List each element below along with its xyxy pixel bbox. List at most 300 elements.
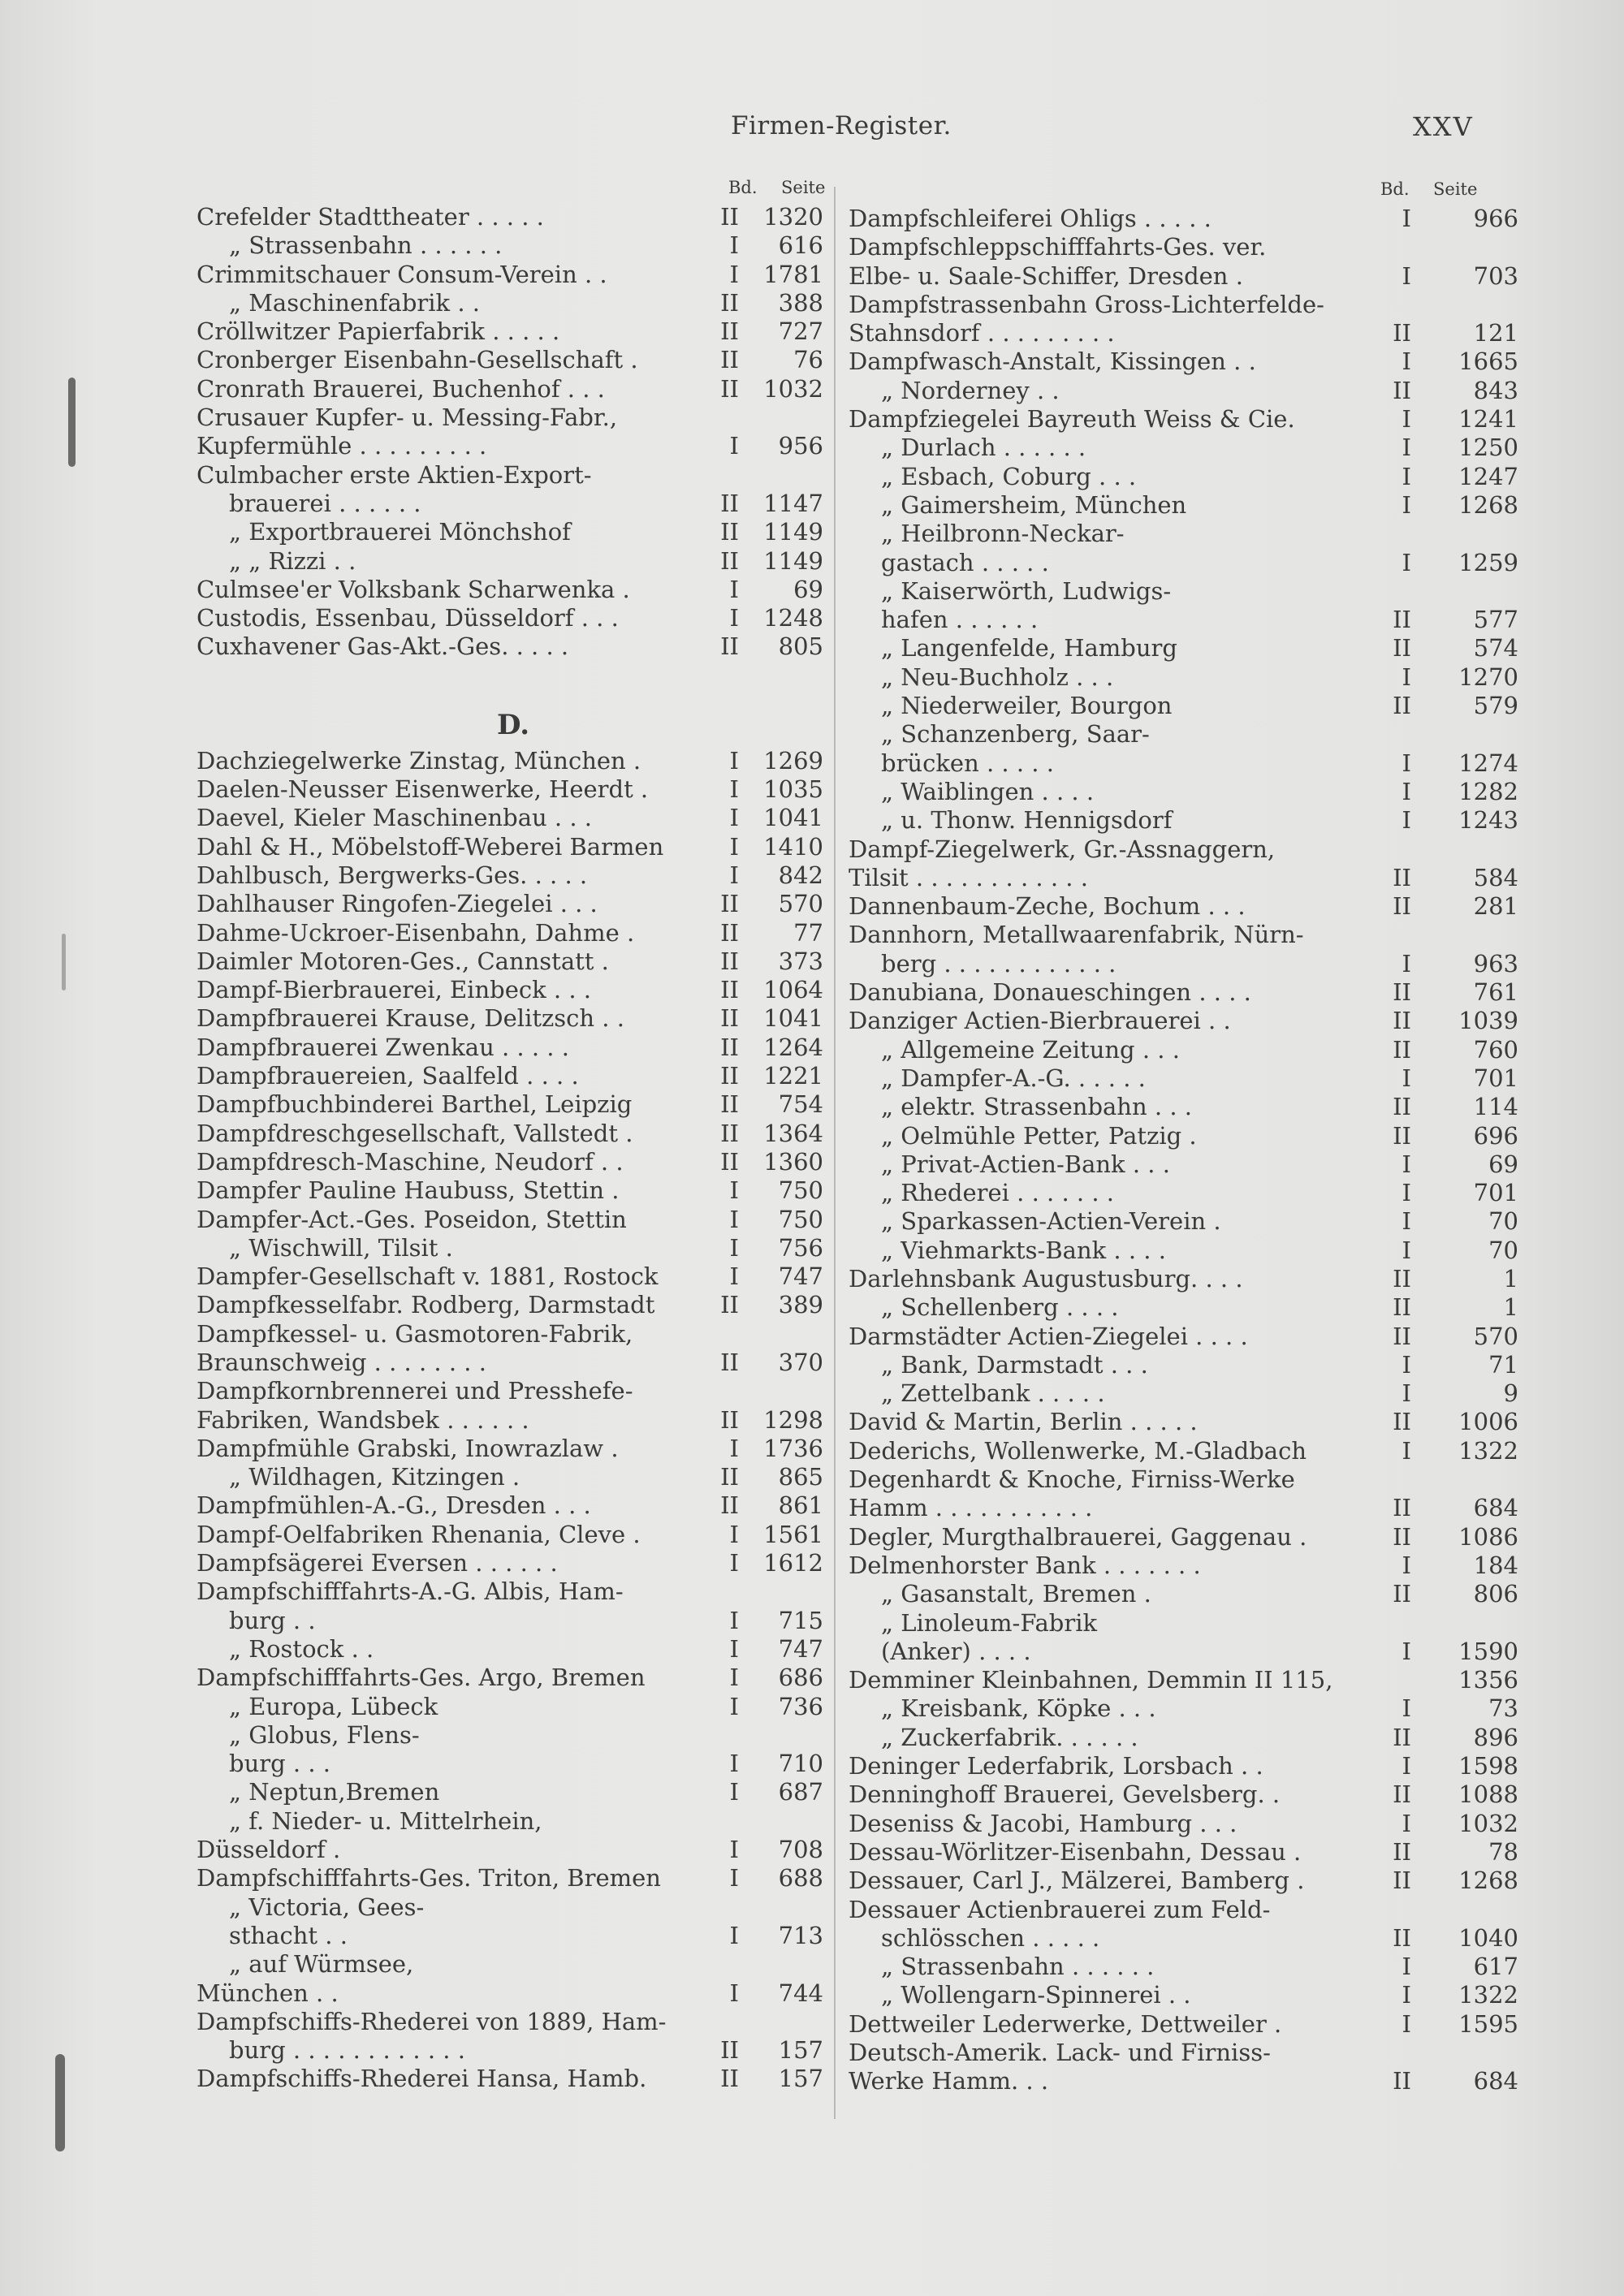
entry-page: 684 — [1473, 2067, 1518, 2095]
index-entry — [849, 1780, 1518, 1809]
entry-page: 761 — [1473, 978, 1518, 1007]
index-entry — [197, 1607, 830, 1635]
entry-page: 747 — [778, 1262, 823, 1291]
entry-page: 760 — [1473, 1035, 1518, 1064]
entry-page: 684 — [1473, 1494, 1518, 1522]
entry-name: Dampfschiffs-Rhederei Hansa, Hamb. — [197, 2065, 647, 2093]
entry-name: Dampfbuchbinderei Barthel, Leipzig — [197, 1090, 633, 1119]
entry-volume: II — [720, 1119, 739, 1147]
entry-volume: I — [1402, 1694, 1411, 1723]
entry-page: 805 — [778, 632, 823, 661]
entry-volume: I — [1402, 1207, 1411, 1236]
entry-name: „ Allgemeine Zeitung . . . — [881, 1035, 1180, 1064]
entry-name: Dannhorn, Metallwaarenfabrik, Nürn- — [849, 921, 1304, 949]
index-entry — [197, 2036, 830, 2065]
index-entry — [197, 231, 830, 260]
entry-page: 710 — [778, 1750, 823, 1778]
entry-page: 184 — [1473, 1551, 1518, 1579]
entry-volume: II — [720, 317, 739, 346]
scan-mark — [68, 378, 76, 467]
entry-volume: II — [1393, 892, 1411, 921]
entry-volume: I — [1402, 1179, 1411, 1207]
entry-page: 956 — [778, 432, 823, 460]
entry-volume: I — [729, 1778, 739, 1806]
index-entry — [197, 1320, 830, 1349]
entry-page: 574 — [1473, 634, 1518, 662]
entry-volume: I — [1402, 749, 1411, 777]
entry-volume: I — [729, 1262, 739, 1291]
entry-page: 896 — [1473, 1723, 1518, 1751]
entry-name: Cuxhavener Gas-Akt.-Ges. . . . . — [197, 632, 569, 661]
entry-name: Degler, Murgthalbrauerei, Gaggenau . — [849, 1522, 1307, 1551]
index-entry — [197, 203, 830, 231]
entry-page: 77 — [793, 918, 823, 947]
entry-volume: I — [729, 746, 739, 775]
entry-volume: II — [720, 976, 739, 1004]
entry-page: 736 — [778, 1692, 823, 1720]
index-entry — [197, 1950, 830, 1979]
index-entry — [197, 461, 830, 490]
entry-volume: I — [1402, 405, 1411, 434]
index-entry — [849, 434, 1518, 462]
entry-page: 1259 — [1458, 548, 1518, 576]
index-entry — [197, 1664, 830, 1692]
index-entry — [197, 747, 830, 775]
section-letter: D. — [497, 709, 530, 741]
entry-name: „ Rostock . . — [229, 1634, 374, 1663]
entry-name: Crimmitschauer Consum-Verein . . — [197, 260, 607, 288]
entry-volume: I — [729, 1750, 739, 1778]
entry-volume: I — [729, 1233, 739, 1262]
entry-name: „ Esbach, Coburg . . . — [881, 462, 1137, 490]
index-entry — [197, 833, 830, 861]
entry-volume: I — [1402, 434, 1411, 462]
entry-volume: II — [1393, 1494, 1411, 1522]
entry-name: Custodis, Essenbau, Düsseldorf . . . — [197, 604, 619, 632]
entry-page: 842 — [778, 861, 823, 889]
entry-name: Degenhardt & Knoche, Firniss-Werke — [849, 1465, 1295, 1494]
entry-volume: II — [720, 518, 739, 546]
entry-name: Daevel, Kieler Maschinenbau . . . — [197, 804, 592, 832]
entry-name: Dampfwasch-Anstalt, Kissingen . . — [849, 347, 1256, 376]
entry-name: Dampfer Pauline Haubuss, Stettin . — [197, 1176, 620, 1205]
entry-name: (Anker) . . . . — [881, 1637, 1031, 1665]
index-entry — [197, 261, 830, 289]
entry-volume: II — [1393, 1522, 1411, 1551]
scan-mark — [62, 934, 66, 990]
entry-volume: II — [720, 2036, 739, 2065]
index-entry — [197, 1262, 830, 1291]
index-entry — [197, 317, 830, 346]
entry-page: 963 — [1473, 949, 1518, 978]
entry-name: „ Zettelbank . . . . . — [881, 1379, 1105, 1408]
index-entry — [197, 1435, 830, 1463]
entry-volume: I — [1402, 548, 1411, 576]
entry-page: 1561 — [763, 1520, 823, 1548]
entry-page: 617 — [1473, 1953, 1518, 1981]
entry-page: 1665 — [1458, 347, 1518, 376]
entry-volume: I — [1402, 662, 1411, 691]
entry-name: Dampfdresch-Maschine, Neudorf . . — [197, 1147, 624, 1176]
entry-volume: I — [1402, 261, 1411, 290]
entry-volume: I — [729, 1664, 739, 1692]
entry-page: 747 — [778, 1634, 823, 1663]
entry-volume: I — [729, 432, 739, 460]
entry-name: Cronberger Eisenbahn-Gesellschaft . — [197, 346, 638, 374]
entry-name: „ Linoleum-Fabrik — [881, 1608, 1098, 1637]
entry-name: „ Durlach . . . . . . — [881, 434, 1086, 462]
index-entry — [849, 1350, 1518, 1379]
entry-page: 843 — [1473, 376, 1518, 404]
entry-page: 1041 — [763, 1004, 823, 1033]
index-entry — [849, 1408, 1518, 1436]
entry-name: „ Neptun,Bremen — [229, 1778, 440, 1806]
index-entry — [197, 947, 830, 976]
entry-page: 1243 — [1458, 806, 1518, 835]
entry-page: 389 — [778, 1291, 823, 1319]
index-entry — [849, 1981, 1518, 2009]
index-entry — [197, 375, 830, 404]
entry-page: 750 — [778, 1205, 823, 1233]
entry-page: 1269 — [763, 746, 823, 775]
entry-name: Culmbacher erste Aktien-Export- — [197, 460, 592, 489]
entry-page: 686 — [778, 1664, 823, 1692]
entry-page: 861 — [778, 1491, 823, 1520]
entry-page: 1032 — [763, 374, 823, 403]
entry-page: 1035 — [763, 775, 823, 804]
entry-name: Kupfermühle . . . . . . . . . — [197, 432, 487, 460]
entry-name: Daimler Motoren-Ges., Cannstatt . — [197, 947, 609, 975]
entry-name: „ Europa, Lübeck — [229, 1692, 438, 1720]
index-entry — [849, 1436, 1518, 1465]
entry-page: 1264 — [763, 1033, 823, 1061]
entry-page: 1282 — [1458, 777, 1518, 805]
index-entry — [849, 1064, 1518, 1093]
entry-volume: II — [720, 1348, 739, 1376]
entry-page: 1360 — [763, 1147, 823, 1176]
entry-name: „ Kreisbank, Köpke . . . — [881, 1694, 1156, 1723]
entry-page: 750 — [778, 1176, 823, 1205]
entry-volume: II — [1393, 1121, 1411, 1150]
entry-page: 1221 — [763, 1062, 823, 1090]
entry-page: 1320 — [763, 203, 823, 231]
index-entry — [849, 1093, 1518, 1121]
entry-name: David & Martin, Berlin . . . . . — [849, 1408, 1198, 1436]
index-entry — [197, 1807, 830, 1836]
entry-name: Dampfmühle Grabski, Inowrazlaw . — [197, 1434, 619, 1462]
entry-volume: II — [1393, 1035, 1411, 1064]
entry-volume: II — [1393, 1322, 1411, 1350]
entry-page: 616 — [778, 231, 823, 260]
entry-name: München . . — [197, 1979, 339, 2007]
index-entry — [849, 749, 1518, 778]
entry-volume: I — [729, 1434, 739, 1462]
entry-volume: I — [1402, 490, 1411, 519]
entry-name: Denninghoff Brauerei, Gevelsberg. . — [849, 1780, 1281, 1809]
entry-page: 1268 — [1458, 490, 1518, 519]
entry-name: Dampfschleppschifffahrts-Ges. ver. — [849, 233, 1267, 261]
index-entry — [849, 1551, 1518, 1580]
entry-name: Dahl & H., Möbelstoff-Weberei Barmen — [197, 832, 664, 861]
entry-volume: I — [1402, 1064, 1411, 1092]
entry-name: „ Bank, Darmstadt . . . — [881, 1350, 1148, 1379]
entry-volume: I — [729, 1606, 739, 1634]
entry-volume: II — [720, 546, 739, 575]
entry-volume: I — [729, 1549, 739, 1577]
entry-page: 1270 — [1458, 662, 1518, 691]
entry-name: „ Neu-Buchholz . . . — [881, 662, 1114, 691]
entry-page: 121 — [1473, 319, 1518, 347]
index-entry — [849, 2067, 1518, 2095]
index-entry — [849, 978, 1518, 1007]
entry-page: 570 — [1473, 1322, 1518, 1350]
entry-volume: II — [1393, 1867, 1411, 1895]
entry-name: „ Zuckerfabrik. . . . . . — [881, 1723, 1138, 1751]
entry-name: Dampf-Oelfabriken Rhenania, Cleve . — [197, 1520, 641, 1548]
entry-page: 157 — [778, 2036, 823, 2065]
entry-page: 1006 — [1458, 1408, 1518, 1436]
entry-name: Dampfschifffahrts-Ges. Argo, Bremen — [197, 1664, 646, 1692]
entry-page: 1268 — [1458, 1867, 1518, 1895]
entry-page: 1032 — [1458, 1809, 1518, 1837]
entry-name: Dampfbrauereien, Saalfeld . . . . — [197, 1062, 579, 1090]
right-entries — [849, 205, 1518, 2096]
entry-page: 9 — [1503, 1379, 1518, 1408]
entry-name: Dannenbaum-Zeche, Bochum . . . — [849, 892, 1246, 921]
entry-volume: II — [720, 374, 739, 403]
index-entry — [197, 547, 830, 576]
left-bd-header: Bd. — [728, 178, 758, 197]
entry-volume: II — [1393, 1093, 1411, 1121]
index-entry — [197, 604, 830, 632]
index-entry — [849, 1809, 1518, 1838]
entry-name: „ elektr. Strassenbahn . . . — [881, 1093, 1192, 1121]
index-entry — [197, 976, 830, 1004]
entry-name: „ Maschinenfabrik . . — [229, 288, 480, 317]
index-entry — [197, 1836, 830, 1864]
index-entry — [197, 1750, 830, 1778]
entry-page: 78 — [1488, 1837, 1518, 1866]
entry-name: Braunschweig . . . . . . . . — [197, 1348, 486, 1376]
index-entry — [849, 1837, 1518, 1867]
index-entry — [849, 1609, 1482, 1638]
entry-page: 1040 — [1458, 1923, 1518, 1952]
entry-page: 157 — [778, 2065, 823, 2093]
entry-name: Dampfer-Act.-Ges. Poseidon, Stettin — [197, 1205, 627, 1233]
index-entry — [849, 1867, 1518, 1895]
entry-volume: II — [1393, 1580, 1411, 1608]
entry-volume: I — [729, 1979, 739, 2007]
entry-page: 69 — [793, 575, 823, 603]
index-entry — [849, 520, 1482, 548]
index-entry — [849, 376, 1518, 405]
entry-volume: I — [1402, 1953, 1411, 1981]
index-entry — [849, 291, 1482, 319]
index-entry — [849, 606, 1518, 634]
index-entry — [849, 548, 1518, 577]
entry-volume: II — [720, 1062, 739, 1090]
index-entry — [197, 2008, 830, 2036]
index-entry — [197, 432, 830, 460]
entry-page: 1356 — [1458, 1666, 1518, 1694]
entry-name: Dederichs, Wollenwerke, M.-Gladbach — [849, 1436, 1307, 1465]
entry-volume: II — [720, 1491, 739, 1520]
entry-name: „ u. Thonw. Hennigsdorf — [881, 806, 1173, 835]
index-entry — [849, 1379, 1518, 1408]
index-entry — [849, 1035, 1518, 1064]
index-entry — [197, 1549, 830, 1577]
index-entry — [849, 692, 1518, 720]
entry-volume: I — [729, 1634, 739, 1663]
entry-volume: II — [1393, 376, 1411, 404]
entry-volume: I — [1402, 1236, 1411, 1264]
entry-volume: II — [720, 489, 739, 517]
index-entry — [197, 1521, 830, 1549]
index-entry — [197, 346, 830, 374]
entry-name: Dessauer Actienbrauerei zum Feld- — [849, 1895, 1271, 1923]
entry-page: 73 — [1488, 1694, 1518, 1723]
entry-page: 1322 — [1458, 1981, 1518, 2009]
right-column — [849, 205, 1518, 2096]
entry-page: 71 — [1488, 1350, 1518, 1379]
entry-volume: I — [1402, 2009, 1411, 2038]
entry-page: 1248 — [763, 604, 823, 632]
index-entry — [849, 1637, 1518, 1666]
column-divider — [834, 187, 836, 2119]
index-entry — [197, 775, 830, 804]
entry-page: 1039 — [1458, 1007, 1518, 1035]
index-entry — [849, 1293, 1518, 1322]
entry-page: 1 — [1503, 1264, 1518, 1293]
index-entry — [849, 662, 1518, 692]
index-entry — [849, 2009, 1518, 2039]
entry-volume: I — [1402, 462, 1411, 490]
index-entry — [849, 777, 1518, 806]
entry-name: Dampfsägerei Eversen . . . . . . — [197, 1549, 558, 1577]
entry-page: 577 — [1473, 606, 1518, 634]
index-entry — [849, 1264, 1518, 1293]
entry-name: Cronrath Brauerei, Buchenhof . . . — [197, 374, 605, 403]
entry-name: „ Schellenberg . . . . — [881, 1293, 1119, 1322]
entry-name: Stahnsdorf . . . . . . . . . — [849, 319, 1115, 347]
index-entry — [197, 1635, 830, 1664]
entry-volume: II — [720, 1090, 739, 1119]
entry-page: 281 — [1473, 892, 1518, 921]
entry-name: burg . . — [229, 1606, 316, 1634]
entry-name: Dahme-Uckroer-Eisenbahn, Dahme . — [197, 918, 635, 947]
entry-volume: I — [1402, 1637, 1411, 1665]
entry-name: „ Wischwill, Tilsit . — [229, 1233, 453, 1262]
entry-page: 688 — [778, 1864, 823, 1892]
entry-name: sthacht . . — [229, 1921, 348, 1949]
entry-page: 687 — [778, 1778, 823, 1806]
entry-name: „ Oelmühle Petter, Patzig . — [881, 1121, 1197, 1150]
entry-name: Dampfstrassenbahn Gross-Lichterfelde- — [849, 290, 1324, 318]
entry-volume: II — [720, 1291, 739, 1319]
index-entry — [197, 1090, 830, 1119]
entry-name: „ Privat-Actien-Bank . . . — [881, 1150, 1170, 1178]
entry-volume: II — [720, 632, 739, 661]
entry-volume: I — [729, 775, 739, 804]
entry-page: 701 — [1473, 1064, 1518, 1092]
entry-name: Elbe- u. Saale-Schiffer, Dresden . — [849, 261, 1243, 290]
entry-name: Crefelder Stadttheater . . . . . — [197, 203, 544, 231]
index-entry — [849, 1896, 1482, 1924]
entry-name: Dampfkesselfabr. Rodberg, Darmstadt — [197, 1291, 655, 1319]
entry-name: Dampf-Bierbrauerei, Einbeck . . . — [197, 976, 591, 1004]
entry-name: „ f. Nieder- u. Mittelrhein, — [229, 1806, 542, 1835]
entry-volume: II — [720, 918, 739, 947]
index-entry — [197, 919, 830, 947]
entry-name: Dessau-Wörlitzer-Eisenbahn, Dessau . — [849, 1837, 1302, 1866]
index-entry — [849, 863, 1518, 892]
index-entry — [849, 462, 1518, 491]
entry-volume: II — [1393, 1837, 1411, 1866]
entry-name: Dampfbrauerei Zwenkau . . . . . — [197, 1033, 569, 1061]
page-number: XXV — [1413, 111, 1474, 142]
entry-page: 1241 — [1458, 405, 1518, 434]
entry-name: Delmenhorster Bank . . . . . . . — [849, 1551, 1201, 1579]
entry-name: Tilsit . . . . . . . . . . . . — [849, 863, 1088, 891]
entry-volume: I — [729, 604, 739, 632]
entry-page: 114 — [1473, 1093, 1518, 1121]
entry-name: Dampfbrauerei Krause, Delitzsch . . — [197, 1004, 624, 1033]
entry-volume: II — [1393, 863, 1411, 891]
index-entry — [197, 518, 830, 546]
index-entry — [849, 1121, 1518, 1150]
entry-page: 1147 — [763, 489, 823, 517]
entry-page: 70 — [1488, 1236, 1518, 1264]
entry-volume: I — [729, 1836, 739, 1864]
entry-volume: I — [1402, 347, 1411, 376]
index-entry — [197, 861, 830, 890]
entry-page: 1612 — [763, 1549, 823, 1577]
entry-name: Dessauer, Carl J., Mälzerei, Bamberg . — [849, 1867, 1305, 1895]
index-entry — [849, 634, 1518, 662]
index-entry — [849, 1752, 1518, 1780]
entry-name: berg . . . . . . . . . . . . — [881, 949, 1116, 978]
entry-page: 1736 — [763, 1434, 823, 1462]
index-entry — [197, 1206, 830, 1234]
entry-page: 1322 — [1458, 1436, 1518, 1465]
entry-name: Deninger Lederfabrik, Lorsbach . . — [849, 1752, 1263, 1780]
entry-page: 69 — [1488, 1150, 1518, 1178]
entry-page: 865 — [778, 1463, 823, 1491]
right-bd-header: Bd. — [1380, 179, 1410, 199]
index-entry — [197, 404, 830, 432]
entry-page: 76 — [793, 346, 823, 374]
entry-volume: II — [720, 947, 739, 975]
index-entry — [197, 1176, 830, 1205]
entry-page: 1247 — [1458, 462, 1518, 490]
index-entry — [849, 233, 1482, 261]
entry-name: Darmstädter Actien-Ziegelei . . . . — [849, 1322, 1248, 1350]
index-entry — [197, 1491, 830, 1520]
entry-name: Dahlhauser Ringofen-Ziegelei . . . — [197, 890, 598, 918]
entry-name: Demminer Kleinbahnen, Demmin II 115, — [849, 1666, 1333, 1694]
entry-name: „ Schanzenberg, Saar- — [881, 720, 1150, 749]
entry-name: „ Wollengarn-Spinnerei . . — [881, 1981, 1191, 2009]
index-entry — [849, 806, 1518, 835]
entry-volume: I — [1402, 1150, 1411, 1178]
entry-volume: II — [1393, 1408, 1411, 1436]
entry-volume: II — [1393, 1293, 1411, 1322]
entry-volume: II — [720, 1033, 739, 1061]
left-entries-d — [197, 747, 830, 2094]
entry-volume: I — [1402, 1809, 1411, 1837]
entry-name: „ Victoria, Gees- — [229, 1892, 425, 1921]
entry-volume: I — [1402, 1551, 1411, 1579]
